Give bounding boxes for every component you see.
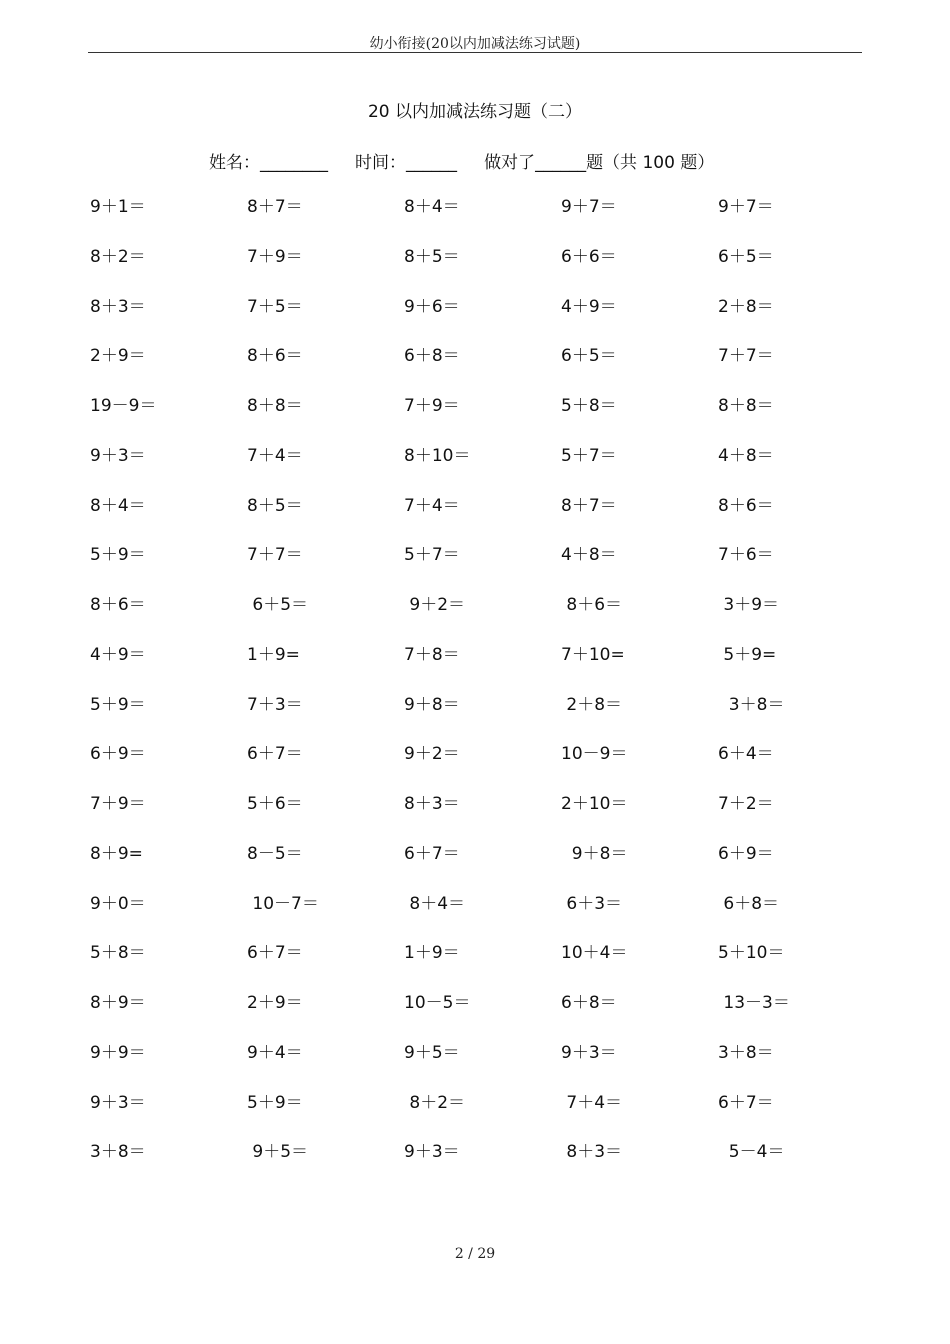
problem-item: 6＋4＝ — [718, 744, 774, 765]
problem-item: 9＋7＝ — [561, 197, 617, 217]
problem-item: 5＋8＝ — [90, 943, 146, 964]
worksheet-title: 20 以内加减法练习题（二） — [367, 102, 583, 122]
problem-item: 1＋9＝ — [404, 943, 460, 964]
problem-item: 7＋9＝ — [247, 246, 303, 267]
problem-row — [0, 694, 950, 744]
problem-item: 2＋10＝ — [561, 794, 628, 814]
problem-item: 9＋0＝ — [90, 893, 146, 914]
problem-row — [0, 893, 950, 943]
problem-item: 8＋7＝ — [247, 197, 303, 217]
problem-row — [0, 196, 950, 246]
problem-item: 9＋6＝ — [404, 296, 460, 317]
problem-item: 8＋4＝ — [404, 893, 466, 914]
problem-row — [0, 445, 950, 495]
problem-item: 6＋9＝ — [718, 843, 774, 864]
problem-row — [0, 942, 950, 992]
problem-row — [0, 594, 950, 644]
problem-item: 8＋4＝ — [404, 197, 460, 217]
correct-count-suffix: 题（共 100 题） — [586, 153, 715, 173]
student-info-line — [209, 148, 714, 173]
page-indicator: 2 / 29 — [454, 1246, 496, 1262]
problem-item: 9＋5＝ — [247, 1142, 309, 1163]
problem-item: 8＋2＝ — [404, 1092, 466, 1113]
problem-row — [0, 544, 950, 594]
problem-item: 9＋8＝ — [404, 694, 460, 715]
problem-item: 8＋6＝ — [561, 595, 623, 615]
problem-item: 5＋9＝ — [90, 694, 146, 715]
problem-item: 4＋9＝ — [90, 644, 146, 665]
problem-item: 6＋8＝ — [561, 993, 617, 1013]
problem-item: 6＋8＝ — [404, 346, 460, 367]
problem-item: 8＋6＝ — [90, 595, 146, 615]
problem-item: 7＋5＝ — [247, 296, 303, 317]
problem-item: 9＋8＝ — [561, 843, 628, 864]
problem-item: 9＋5＝ — [404, 1042, 460, 1063]
problem-item: 7＋3＝ — [247, 694, 303, 715]
problem-item: 9＋2＝ — [404, 595, 466, 615]
problem-item: 7＋8＝ — [404, 644, 460, 665]
problem-item: 2＋9＝ — [247, 993, 303, 1013]
correct-count-label: 做对了 — [484, 153, 536, 173]
name-label: 姓名： — [209, 153, 260, 173]
problem-item: 1＋9= — [247, 644, 300, 665]
problem-item: 6＋3＝ — [561, 893, 623, 914]
problem-row — [0, 843, 950, 893]
problem-row — [0, 296, 950, 346]
problem-item: 6＋5＝ — [247, 595, 309, 615]
problem-item: 9＋3＝ — [90, 445, 146, 466]
problem-item: 6＋8＝ — [718, 893, 780, 914]
problem-item: 10－5＝ — [404, 993, 471, 1013]
problem-item: 5－4＝ — [718, 1142, 785, 1163]
problem-item: 5＋9＝ — [90, 545, 146, 566]
problem-item: 5＋9= — [718, 644, 777, 665]
page-header-title: 幼小衔接(20以内加减法练习试题) — [369, 36, 581, 52]
name-blank: ________ — [260, 153, 328, 173]
problem-item: 8＋5＝ — [247, 495, 303, 516]
problem-item: 7＋10= — [561, 644, 625, 665]
problem-row — [0, 1092, 950, 1142]
problem-row — [0, 793, 950, 843]
problem-row — [0, 1141, 950, 1191]
problem-item: 3＋8＝ — [90, 1142, 146, 1163]
problem-item: 9＋3＝ — [404, 1142, 460, 1163]
problem-item: 8＋3＝ — [561, 1142, 623, 1163]
problem-item: 8＋6＝ — [718, 495, 774, 516]
problem-item: 8＋6＝ — [247, 346, 303, 367]
problem-item: 5＋7＝ — [404, 545, 460, 566]
problem-item: 9＋9＝ — [90, 1042, 146, 1063]
problem-row — [0, 345, 950, 395]
problem-row — [0, 992, 950, 1042]
problem-item: 9＋7＝ — [718, 197, 774, 217]
problem-item: 19－9＝ — [90, 396, 157, 416]
problem-item: 7＋2＝ — [718, 794, 774, 814]
problem-item: 6＋7＝ — [718, 1092, 774, 1113]
header-divider — [88, 52, 862, 53]
problem-item: 4＋9＝ — [561, 296, 617, 317]
problem-row — [0, 495, 950, 545]
problem-item: 6＋7＝ — [404, 843, 460, 864]
problem-row — [0, 644, 950, 694]
problem-item: 10＋4＝ — [561, 943, 628, 964]
problem-item: 7＋7＝ — [247, 545, 303, 566]
problem-item: 7＋7＝ — [718, 346, 774, 367]
problem-item: 8＋10＝ — [404, 445, 471, 466]
problem-item: 6＋5＝ — [718, 246, 774, 267]
problem-item: 6＋7＝ — [247, 943, 303, 964]
problem-item: 2＋9＝ — [90, 346, 146, 367]
problem-item: 7＋4＝ — [247, 445, 303, 466]
time-label: 时间： — [355, 153, 407, 173]
problem-item: 5＋6＝ — [247, 794, 303, 814]
problem-item: 13－3＝ — [718, 993, 790, 1013]
correct-count-blank: ______ — [535, 153, 587, 173]
problem-item: 6＋7＝ — [247, 744, 303, 765]
problem-row — [0, 743, 950, 793]
time-blank: ______ — [406, 153, 458, 173]
problem-item: 8＋8＝ — [718, 396, 774, 416]
problem-item: 9＋3＝ — [90, 1092, 146, 1113]
problem-item: 8＋3＝ — [404, 794, 460, 814]
problem-item: 8＋5＝ — [404, 246, 460, 267]
problem-item: 8＋2＝ — [90, 246, 146, 267]
problem-item: 10－9＝ — [561, 744, 628, 765]
problem-row — [0, 246, 950, 296]
problem-item: 5＋8＝ — [561, 396, 617, 416]
problem-item: 3＋8＝ — [718, 1042, 774, 1063]
problem-item: 2＋8＝ — [561, 694, 623, 715]
problem-grid — [0, 196, 950, 1191]
problem-item: 10－7＝ — [247, 893, 319, 914]
problem-item: 8＋8＝ — [247, 396, 303, 416]
problem-item: 3＋9＝ — [718, 595, 780, 615]
problem-item: 4＋8＝ — [561, 545, 617, 566]
problem-item: 9＋4＝ — [247, 1042, 303, 1063]
problem-item: 8－5＝ — [247, 843, 303, 864]
problem-item: 8＋9＝ — [90, 993, 146, 1013]
problem-item: 5＋7＝ — [561, 445, 617, 466]
problem-item: 2＋8＝ — [718, 296, 774, 317]
problem-row — [0, 1042, 950, 1092]
problem-item: 8＋7＝ — [561, 495, 617, 516]
problem-item: 3＋8＝ — [718, 694, 785, 715]
problem-item: 7＋9＝ — [404, 396, 460, 416]
problem-item: 4＋8＝ — [718, 445, 774, 466]
problem-item: 9＋2＝ — [404, 744, 460, 765]
problem-item: 8＋4＝ — [90, 495, 146, 516]
problem-item: 5＋10＝ — [718, 943, 785, 964]
problem-item: 7＋4＝ — [404, 495, 460, 516]
problem-item: 9＋3＝ — [561, 1042, 617, 1063]
problem-item: 6＋5＝ — [561, 346, 617, 367]
problem-row — [0, 395, 950, 445]
problem-item: 6＋6＝ — [561, 246, 617, 267]
problem-item: 7＋4＝ — [561, 1092, 623, 1113]
problem-item: 5＋9＝ — [247, 1092, 303, 1113]
problem-item: 9＋1＝ — [90, 197, 146, 217]
problem-item: 8＋9= — [90, 843, 143, 864]
problem-item: 7＋9＝ — [90, 794, 146, 814]
problem-item: 8＋3＝ — [90, 296, 146, 317]
problem-item: 6＋9＝ — [90, 744, 146, 765]
problem-item: 7＋6＝ — [718, 545, 774, 566]
